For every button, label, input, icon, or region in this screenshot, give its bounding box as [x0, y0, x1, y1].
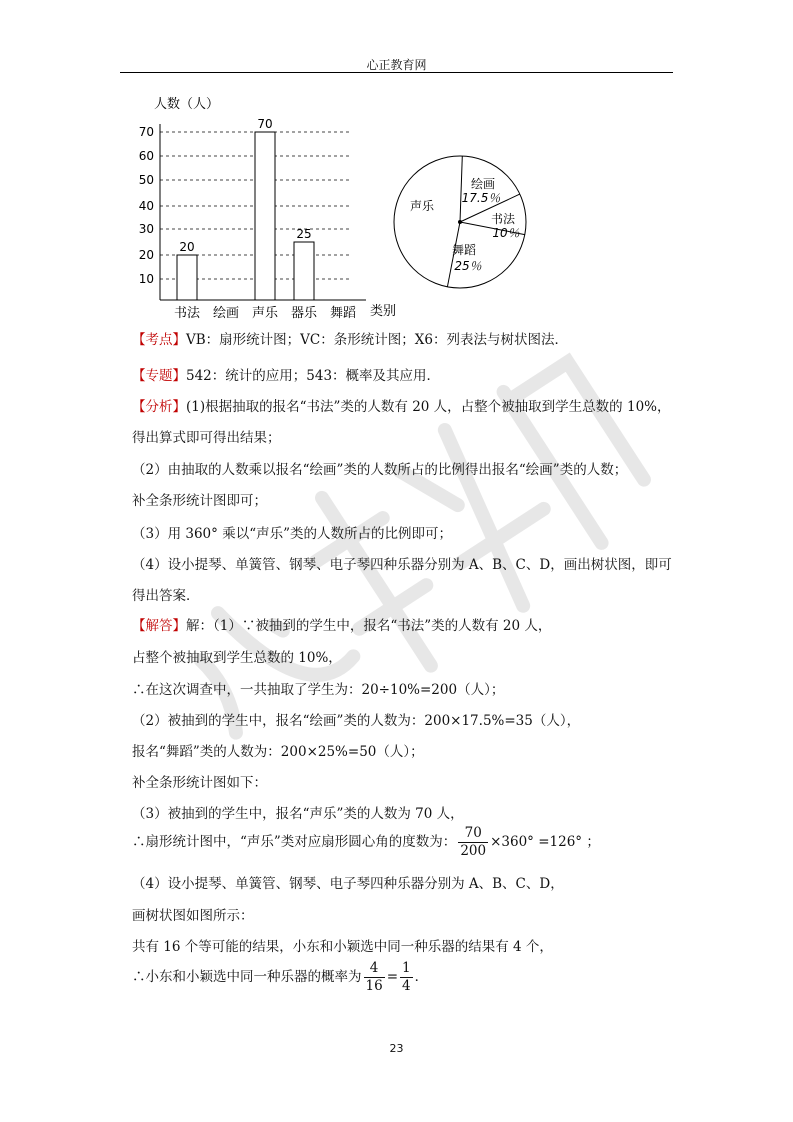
fenxi-line-1 [132, 395, 670, 415]
fenxi-tag: 【分析】 [132, 399, 186, 415]
fenxi-line-6: （4）设小提琴、单簧管、钢琴、电子琴四种乐器分别为 A、B、C、D，画出树状图，即可 [132, 557, 672, 573]
fenxi-line-7: 得出答案． [132, 588, 200, 604]
y-tick-label: 10 [138, 272, 154, 286]
jieda-12-pre: ∴小东和小颖选中同一种乐器的概率为 [132, 969, 362, 985]
y-tick-label: 60 [138, 149, 154, 163]
bar [255, 132, 275, 300]
jieda-8-pre: ∴扇形统计图中，“声乐”类对应扇形圆心角的度数为： [132, 834, 457, 850]
pie-slice-label: 声乐 [409, 199, 435, 213]
y-tick-label: 50 [138, 173, 154, 187]
jieda-line-8 [132, 825, 600, 860]
fraction-denominator: 4 [402, 978, 411, 994]
jieda-line-2: 占整个被抽取到学生总数的 10%， [132, 650, 342, 666]
x-tick-label: 书法 [173, 306, 201, 320]
jieda-line-6: 补全条形统计图如下： [132, 775, 267, 791]
jieda-line-7: （3）被抽到的学生中，报名“声乐”类的人数为 70 人， [132, 806, 464, 822]
page-number: 23 [389, 1042, 404, 1055]
bar [177, 255, 197, 300]
jieda-line-3: ∴在这次调查中，一共抽取了学生为：20÷10%=200（人）； [132, 682, 505, 698]
bar-data-label: 20 [179, 240, 195, 254]
x-tick-label: 绘画 [212, 306, 240, 320]
kaodian-tag: 【考点】 [132, 332, 186, 348]
pie-slice-percent: 10％ [492, 226, 520, 240]
kaodian-line [132, 328, 568, 348]
fraction-denominator: 200 [460, 843, 487, 859]
jieda-line-1 [132, 614, 551, 634]
pie-slice-label: 绘画 [470, 177, 496, 191]
y-tick-label: 40 [138, 199, 154, 213]
fraction-numerator: 70 [458, 825, 488, 843]
jieda-line-5: 报名“舞蹈”类的人数为：200×25%=50（人）； [132, 744, 424, 760]
pie-slice-percent: 25％ [454, 259, 482, 273]
jieda-8-post: ×360° =126° ； [490, 834, 600, 850]
y-tick-label: 20 [138, 248, 154, 262]
fraction-70-200 [458, 825, 488, 860]
pie-slice-percent: 17.5％ [461, 191, 501, 205]
jieda-line-9: （4）设小提琴、单簧管、钢琴、电子琴四种乐器分别为 A、B、C、D， [132, 876, 564, 892]
pie-slice-label: 舞蹈 [451, 243, 477, 257]
jieda-tag: 【解答】 [132, 618, 186, 634]
zhuanti-tag: 【专题】 [132, 368, 186, 384]
x-tick-label: 声乐 [251, 306, 279, 320]
x-tick-label: 舞蹈 [329, 306, 357, 320]
kaodian-text: VB：扇形统计图；VC：条形统计图；X6：列表法与树状图法． [186, 332, 568, 348]
pie-center [458, 220, 462, 224]
jieda-line-12 [132, 960, 428, 995]
fenxi-line-5: （3）用 360° 乘以“声乐”类的人数所占的比例即可； [132, 526, 452, 542]
fenxi-text-1: (1)根据抽取的报名“书法”类的人数有 20 人，占整个被抽取到学生总数的 10%， [186, 399, 671, 415]
pie-marks [394, 156, 526, 288]
jieda-12-post: ． [414, 969, 429, 985]
jieda-line-4: （2）被抽到的学生中，报名“绘画”类的人数为：200×17.5%=35（人）， [132, 713, 581, 729]
bar-data-label: 70 [257, 117, 273, 131]
header-rule [120, 72, 673, 73]
zhuanti-text: 542：统计的应用；543：概率及其应用． [186, 368, 441, 384]
y-tick-label: 30 [138, 222, 154, 236]
fraction-4-16 [364, 960, 385, 995]
bar-grid [139, 125, 350, 286]
y-axis-label: 人数（人） [154, 97, 220, 112]
page-header: 心正教育网 [366, 58, 427, 72]
pie-chart [388, 150, 538, 300]
fenxi-line-2: 得出算式即可得出结果； [132, 430, 281, 446]
pie-slice-label: 书法 [490, 212, 516, 226]
jieda-line-11: 共有 16 个等可能的结果，小东和小颖选中同一种乐器的结果有 4 个， [132, 939, 553, 955]
x-axis-label: 类别 [370, 304, 397, 319]
bar [294, 242, 314, 300]
fenxi-line-3: （2）由抽取的人数乘以报名“绘画”类的人数所占的比例得出报名“绘画”类的人数； [132, 462, 628, 478]
fraction-denominator: 16 [365, 978, 383, 994]
jieda-line-10: 画树状图如图所示： [132, 908, 254, 924]
y-tick-label: 70 [138, 125, 154, 139]
bar-marks [174, 117, 356, 320]
bar-chart [130, 88, 410, 320]
bar-data-label: 25 [296, 227, 312, 241]
equals-sign: = [386, 969, 398, 985]
fraction-1-4 [400, 960, 413, 995]
zhuanti-line [132, 364, 440, 384]
fraction-numerator: 1 [402, 960, 411, 976]
fenxi-line-4: 补全条形统计图即可； [132, 493, 267, 509]
jieda-text-1: 解：（1）∵被抽到的学生中，报名“书法”类的人数有 20 人， [186, 618, 552, 634]
x-tick-label: 器乐 [290, 306, 318, 320]
fraction-numerator: 4 [364, 960, 385, 978]
